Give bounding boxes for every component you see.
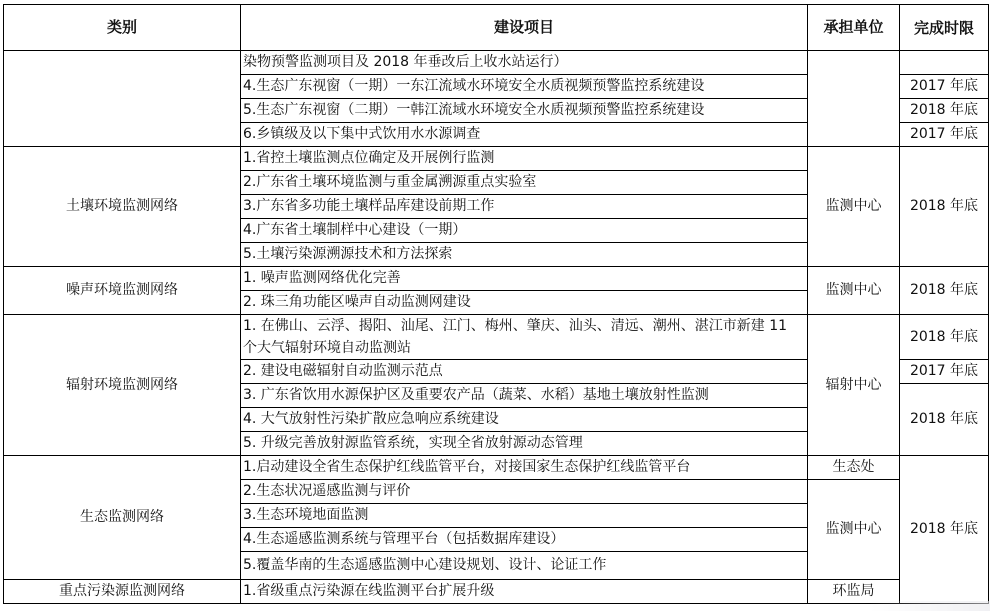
project-cell: 5. 升级完善放射源监管系统，实现全省放射源动态管理 [241,432,808,456]
project-cell: 5.土壤污染源溯源技术和方法探索 [241,243,808,267]
project-cell: 4.生态广东视窗（一期）一东江流域水环境安全水质视频预警监控系统建设 [241,75,808,99]
unit-cell-ecology-center: 监测中心 [808,480,900,580]
table-row [4,456,989,480]
project-cell: 5.覆盖华南的生态遥感监测中心建设规划、设计、论证工作 [241,552,808,580]
header-project: 建设项目 [241,5,808,51]
construction-projects-table [3,4,989,604]
category-cell-pollution: 重点污染源监测网络 [4,580,241,604]
project-cell: 1.启动建设全省生态保护红线监管平台，对接国家生态保护红线监管平台 [241,456,808,480]
project-cell: 3.广东省多功能土壤样品库建设前期工作 [241,195,808,219]
table-row [4,580,989,604]
deadline-cell-ecology: 2018 年底 [900,456,989,604]
deadline-cell: 2017 年底 [900,123,989,147]
category-cell-noise: 噪声环境监测网络 [4,267,241,315]
project-cell: 4.广东省土壤制样中心建设（一期） [241,219,808,243]
table-header-row [4,5,989,51]
deadline-cell-empty [900,51,989,75]
project-cell: 1. 噪声监测网络优化完善 [241,267,808,291]
project-cell: 4. 大气放射性污染扩散应急响应系统建设 [241,408,808,432]
category-cell-ecology: 生态监测网络 [4,456,241,580]
deadline-cell-soil: 2018 年底 [900,147,989,267]
deadline-cell: 2018 年底 [900,99,989,123]
unit-cell-pollution: 环监局 [808,580,900,604]
header-deadline: 完成时限 [900,5,989,51]
category-cell-continued [4,51,241,147]
project-cell: 2. 建设电磁辐射自动监测示范点 [241,360,808,384]
header-unit: 承担单位 [808,5,900,51]
project-cell: 6.乡镇级及以下集中式饮用水水源调查 [241,123,808,147]
category-cell-soil: 土壤环境监测网络 [4,147,241,267]
watermark-fade [870,601,990,611]
project-cell: 1.省级重点污染源在线监测平台扩展升级 [241,580,808,604]
project-cell: 染物预警监测项目及 2018 年垂改后上收水站运行） [241,51,808,75]
table-row [4,51,989,75]
project-cell: 3. 广东省饮用水源保护区及重要农产品（蔬菜、水稻）基地土壤放射性监测 [241,384,808,408]
unit-cell-ecology-dept: 生态处 [808,456,900,480]
table-row [4,267,989,291]
project-cell: 2. 珠三角功能区噪声自动监测网建设 [241,291,808,315]
deadline-cell: 2017 年底 [900,360,989,384]
table-row [4,315,989,360]
project-cell: 1.省控土壤监测点位确定及开展例行监测 [241,147,808,171]
deadline-cell: 2018 年底 [900,315,989,360]
unit-cell-noise: 监测中心 [808,267,900,315]
deadline-cell: 2018 年底 [900,384,989,456]
header-category: 类别 [4,5,241,51]
unit-cell-continued [808,51,900,147]
project-cell: 1. 在佛山、云浮、揭阳、汕尾、江门、梅州、肇庆、汕头、清远、潮州、湛江市新建 11 个大气辐射环境自动监测站 [241,315,808,360]
project-cell: 4.生态遥感监测系统与管理平台（包括数据库建设） [241,528,808,552]
project-cell: 2.广东省土壤环境监测与重金属溯源重点实验室 [241,171,808,195]
project-cell: 2.生态状况遥感监测与评价 [241,480,808,504]
deadline-cell-noise: 2018 年底 [900,267,989,315]
category-cell-radiation: 辐射环境监测网络 [4,315,241,456]
unit-cell-radiation: 辐射中心 [808,315,900,456]
unit-cell-soil: 监测中心 [808,147,900,267]
table-row [4,147,989,171]
project-cell: 5.生态广东视窗（二期）一韩江流域水环境安全水质视频预警监控系统建设 [241,99,808,123]
project-cell: 3.生态环境地面监测 [241,504,808,528]
deadline-cell: 2017 年底 [900,75,989,99]
